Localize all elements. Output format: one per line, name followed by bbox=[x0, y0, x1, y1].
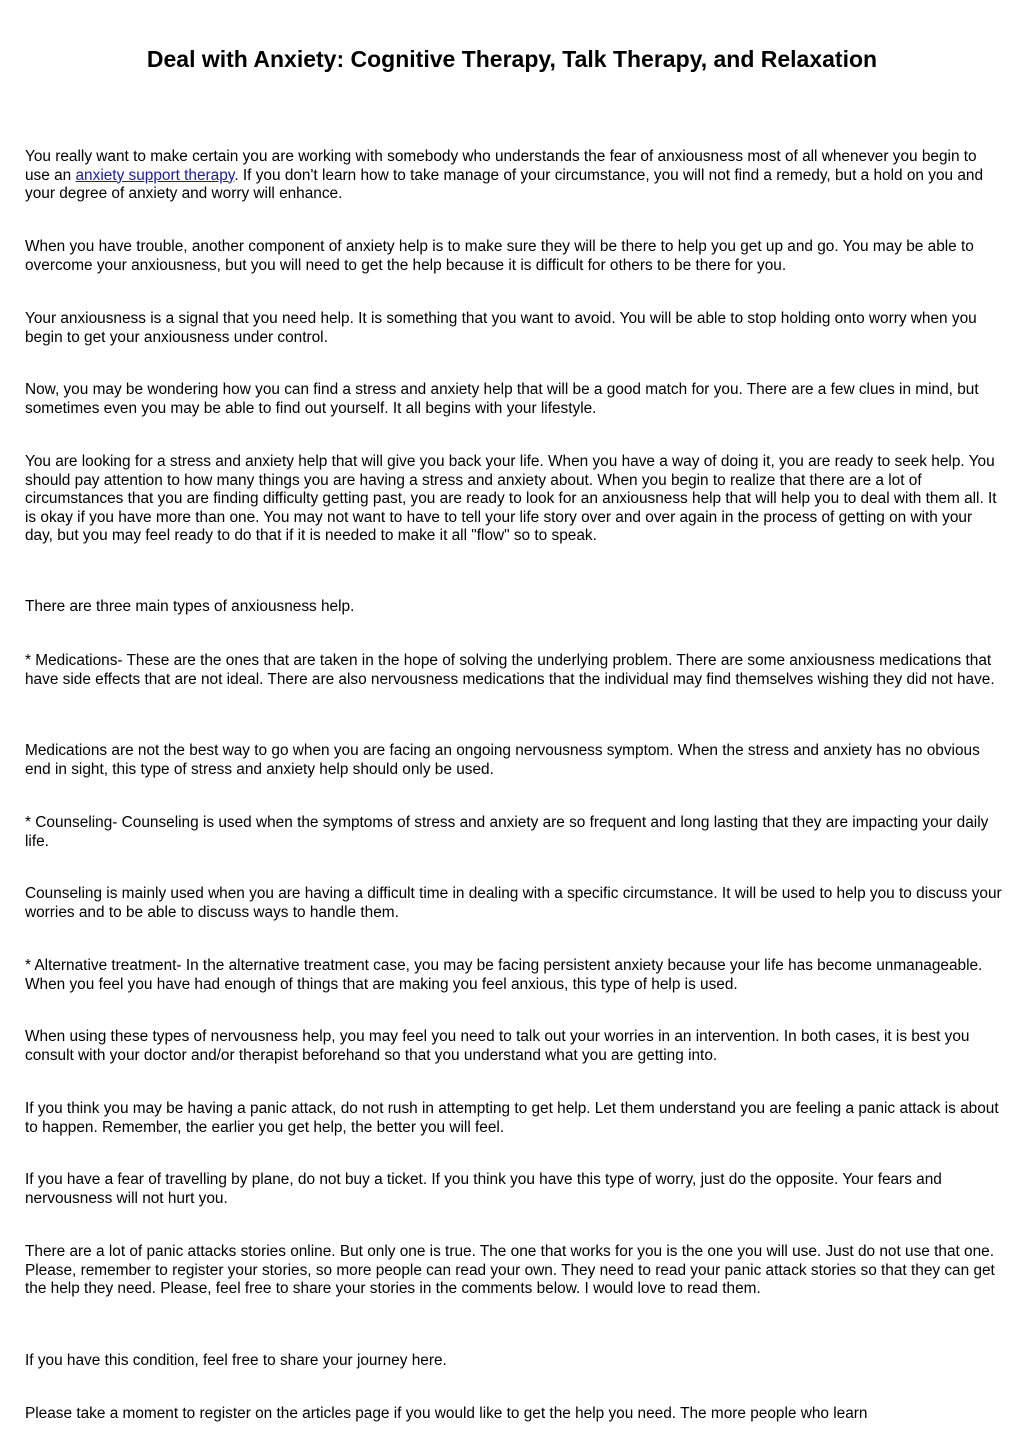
intro-text-after-link: . If you don't learn how to take manage of your circumstance, you will not find a remedy, but a hold on you and your degree of anxiety and worry will enhance. bbox=[25, 166, 984, 203]
paragraph: Your anxiousness is a signal that you need help. It is something that you want to avoid. You will be able to stop holding onto worry when you begin to get your anxiousness under control. bbox=[25, 310, 977, 346]
paragraph-alternative-treatment: * Alternative treatment- In the alternative treatment case, you may be facing persistent anxiety because your life has become unmanageable. When you feel you have had enough of things that are making you feel anxious, this type of help is used. bbox=[25, 957, 983, 993]
paragraph: There are three main types of anxiousness help. bbox=[25, 598, 355, 615]
page-title: Deal with Anxiety: Cognitive Therapy, Talk Therapy, and Relaxation bbox=[146, 46, 878, 72]
anxiety-support-therapy-link[interactable]: anxiety support therapy bbox=[75, 166, 235, 184]
paragraph: If you have this condition, feel free to share your journey here. bbox=[25, 1352, 447, 1369]
paragraph: If you think you may be having a panic attack, do not rush in attempting to get help. Let them understand you are feeling a panic attack is about to happen. Remember, the earlier you get help, the better you will feel. bbox=[25, 1100, 999, 1136]
paragraph-counseling: * Counseling- Counseling is used when the symptoms of stress and anxiety are so frequent and long lasting that they are impacting your daily life. bbox=[25, 814, 989, 850]
paragraph: When using these types of nervousness help, you may feel you need to talk out your worries in an intervention. In both cases, it is best you consult with your doctor and/or therapist beforehand so that you understand what you are getting into. bbox=[25, 1028, 970, 1064]
paragraph: Medications are not the best way to go when you are facing an ongoing nervousness symptom. When the stress and anxiety has no obvious end in sight, this type of stress and anxiety help should only be used. bbox=[25, 742, 980, 778]
paragraph-medications: * Medications- These are the ones that are taken in the hope of solving the underlying problem. There are some anxiousness medications that have side effects that are not ideal. There are also nervousness medications that the individual may find themselves wishing they did not have. bbox=[25, 652, 995, 688]
paragraph: There are a lot of panic attacks stories online. But only one is true. The one that works for you is the one you will use. Just do not use that one. Please, remember to register your stories, so more people can read your own. They need to read your panic attack stories so that they can get the help they need. Please, feel free to share your stories in the comments below. I would love to read them. bbox=[25, 1243, 995, 1298]
paragraph: Now, you may be wondering how you can find a stress and anxiety help that will be a good match for you. There are a few clues in mind, but sometimes even you may be able to find out yourself. It all begins with your lifestyle. bbox=[25, 381, 979, 417]
intro-text-before-link: You really want to make certain you are working with somebody who understands the fear of anxiousness most of all whenever you begin to use an bbox=[25, 148, 977, 184]
paragraph: Counseling is mainly used when you are having a difficult time in dealing with a specific circumstance. It will be used to help you to discuss your worries and to be able to discuss ways to handle them. bbox=[25, 885, 1002, 921]
paragraph: You are looking for a stress and anxiety help that will give you back your life. When you have a way of doing it, you are ready to seek help. You should pay attention to how many things you are having a stress and anxiety about. When you begin to realize that there are a lot of circumstances that you are finding difficulty getting past, you are ready to look for an anxiousness help that will help you to deal with them all. It is okay if you have more than one. You may not want to have to tell your life story over and over again in the process of getting on with your day, but you may feel ready to do that if it is needed to make it all "flow" so to speak. bbox=[25, 453, 997, 545]
paragraph-intro bbox=[25, 148, 1003, 204]
paragraph-truncated: Please take a moment to register on the articles page if you would like to get the help you need. The more people who learn bbox=[25, 1405, 868, 1422]
paragraph: When you have trouble, another component of anxiety help is to make sure they will be there to help you get up and go. You may be able to overcome your anxiousness, but you will need to get the help because it is difficult for others to be there for you. bbox=[25, 238, 974, 274]
paragraph: If you have a fear of travelling by plane, do not buy a ticket. If you think you have this type of worry, just do the opposite. Your fears and nervousness will not hurt you. bbox=[25, 1171, 942, 1207]
